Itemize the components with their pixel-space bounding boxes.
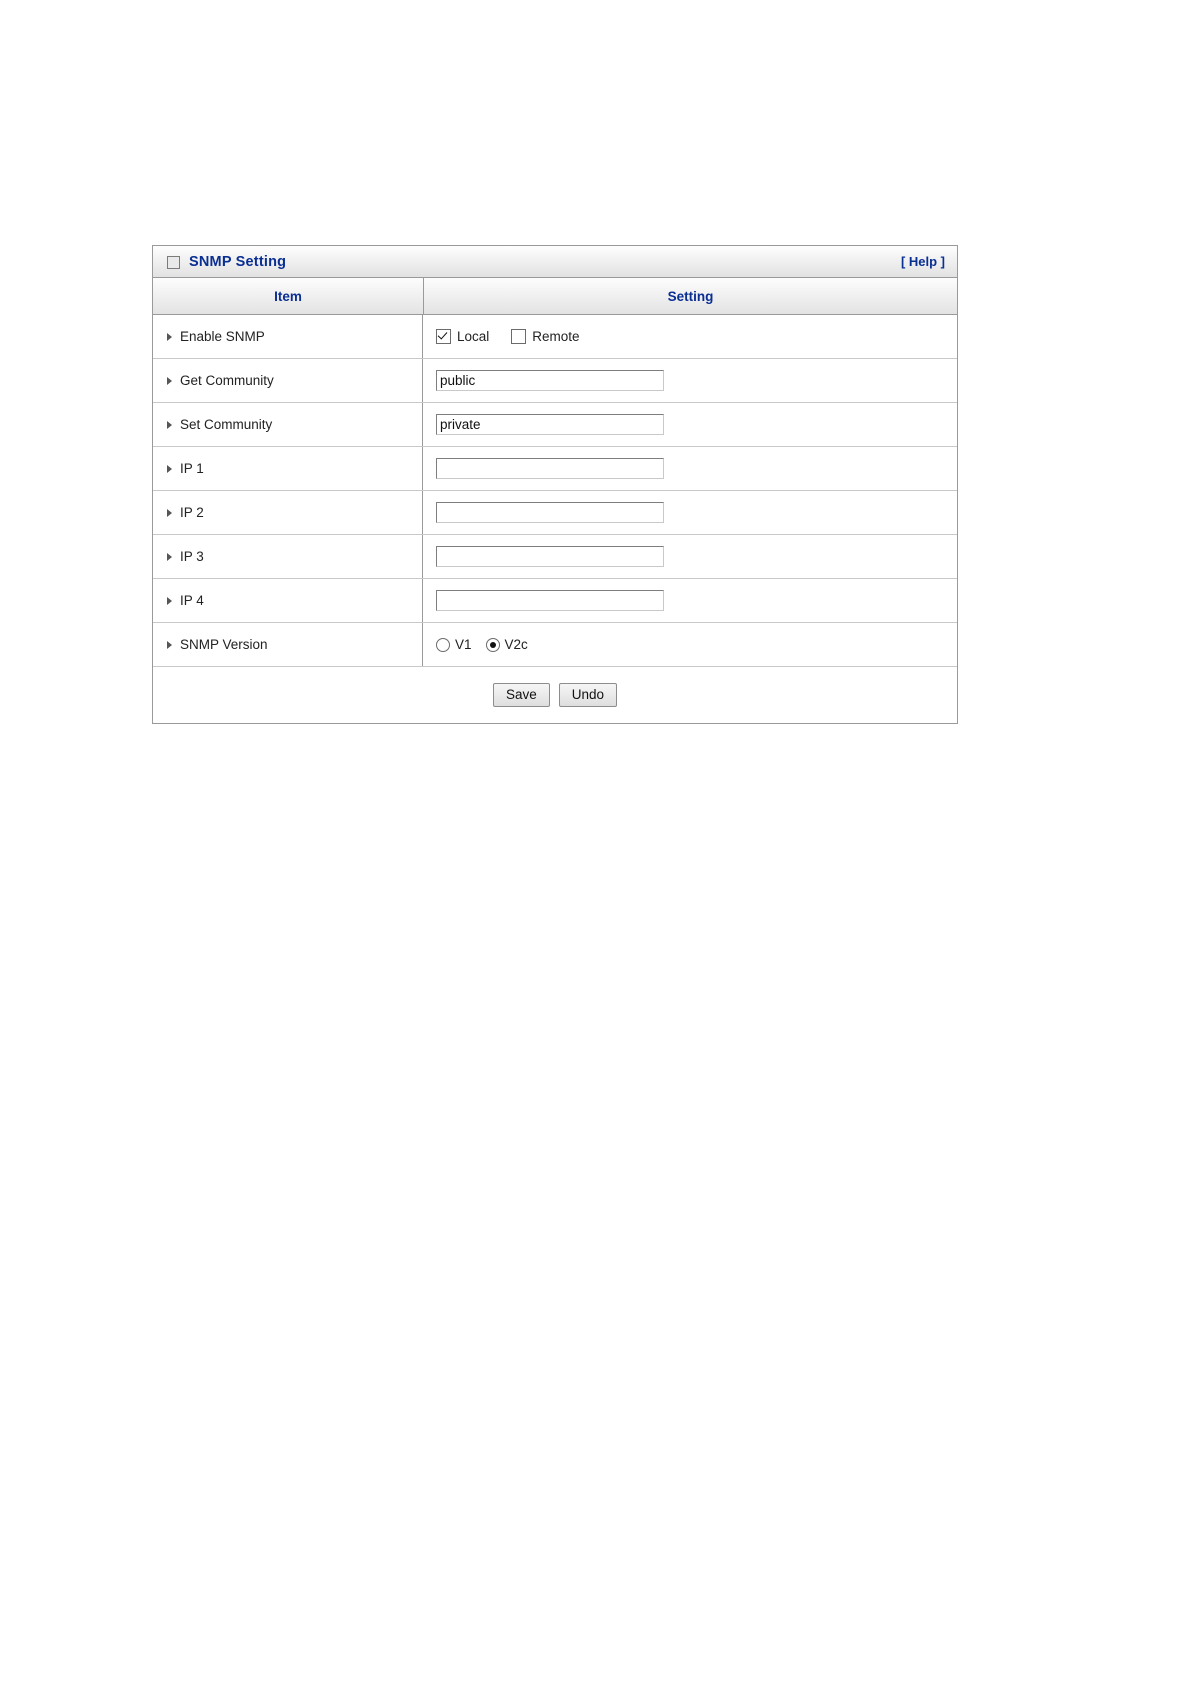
bullet-arrow-icon bbox=[167, 465, 172, 473]
checkbox-group-enable-snmp bbox=[436, 329, 580, 344]
row-label-ip1 bbox=[153, 447, 423, 490]
row-label-ip2 bbox=[153, 491, 423, 534]
column-header-item: Item bbox=[153, 278, 424, 314]
table-row bbox=[153, 623, 957, 667]
row-label-enable-snmp bbox=[153, 315, 423, 358]
table-row bbox=[153, 579, 957, 623]
row-setting-enable-snmp bbox=[423, 315, 957, 358]
checkbox-local[interactable] bbox=[436, 329, 451, 344]
radio-v1-label: V1 bbox=[455, 637, 472, 652]
row-label-set-community bbox=[153, 403, 423, 446]
snmp-setting-panel bbox=[152, 245, 958, 724]
label-text: IP 3 bbox=[180, 549, 204, 564]
checkbox-remote-label: Remote bbox=[532, 329, 580, 344]
row-setting-ip2 bbox=[423, 491, 957, 534]
table-row bbox=[153, 447, 957, 491]
label-text: Enable SNMP bbox=[180, 329, 265, 344]
set-community-input[interactable] bbox=[436, 414, 664, 435]
row-label-snmp-version bbox=[153, 623, 423, 666]
row-setting-get-community bbox=[423, 359, 957, 402]
get-community-input[interactable] bbox=[436, 370, 664, 391]
collapse-box-icon[interactable] bbox=[167, 256, 180, 269]
undo-button[interactable]: Undo bbox=[559, 683, 617, 708]
radio-v1-wrap[interactable] bbox=[436, 637, 472, 652]
help-link[interactable]: [ Help ] bbox=[900, 254, 945, 269]
ip1-input[interactable] bbox=[436, 458, 664, 479]
table-column-header bbox=[153, 278, 957, 315]
label-text: IP 1 bbox=[180, 461, 204, 476]
ip3-input[interactable] bbox=[436, 546, 664, 567]
row-label-get-community bbox=[153, 359, 423, 402]
table-row bbox=[153, 491, 957, 535]
ip4-input[interactable] bbox=[436, 590, 664, 611]
checkbox-remote-wrap[interactable] bbox=[511, 329, 579, 344]
radio-v1[interactable] bbox=[436, 638, 450, 652]
row-setting-ip4 bbox=[423, 579, 957, 622]
checkbox-remote[interactable] bbox=[511, 329, 526, 344]
bullet-arrow-icon bbox=[167, 421, 172, 429]
row-label-ip4 bbox=[153, 579, 423, 622]
panel-footer bbox=[153, 667, 957, 723]
bullet-arrow-icon bbox=[167, 333, 172, 341]
label-text: Get Community bbox=[180, 373, 274, 388]
table-row bbox=[153, 535, 957, 579]
radio-v2c-wrap[interactable] bbox=[486, 637, 528, 652]
column-header-setting: Setting bbox=[667, 288, 714, 304]
row-setting-set-community bbox=[423, 403, 957, 446]
row-label-ip3 bbox=[153, 535, 423, 578]
row-setting-ip3 bbox=[423, 535, 957, 578]
label-text: Set Community bbox=[180, 417, 273, 432]
bullet-arrow-icon bbox=[167, 597, 172, 605]
checkbox-local-label: Local bbox=[457, 329, 490, 344]
bullet-arrow-icon bbox=[167, 641, 172, 649]
bullet-arrow-icon bbox=[167, 377, 172, 385]
table-row bbox=[153, 403, 957, 447]
label-text: SNMP Version bbox=[180, 637, 268, 652]
label-text: IP 4 bbox=[180, 593, 204, 608]
page-title: SNMP Setting bbox=[189, 253, 287, 270]
panel-header bbox=[153, 246, 957, 278]
checkbox-local-wrap[interactable] bbox=[436, 329, 489, 344]
radio-v2c-label: V2c bbox=[504, 637, 528, 652]
radio-v2c[interactable] bbox=[486, 638, 500, 652]
table-row bbox=[153, 359, 957, 403]
label-text: IP 2 bbox=[180, 505, 204, 520]
ip2-input[interactable] bbox=[436, 502, 664, 523]
row-setting-snmp-version bbox=[423, 623, 957, 666]
save-button[interactable]: Save bbox=[493, 683, 550, 708]
bullet-arrow-icon bbox=[167, 509, 172, 517]
row-setting-ip1 bbox=[423, 447, 957, 490]
table-row bbox=[153, 315, 957, 359]
bullet-arrow-icon bbox=[167, 553, 172, 561]
